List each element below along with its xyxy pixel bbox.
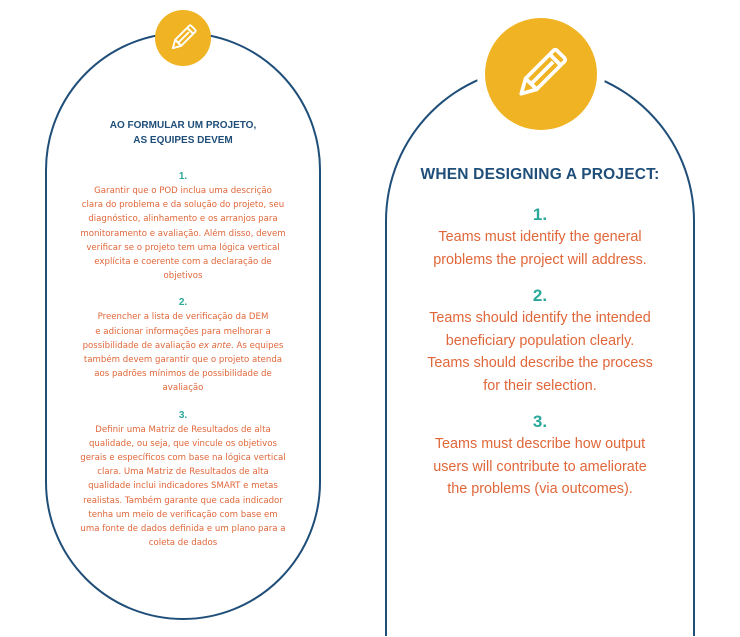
left-item-3-text: Definir uma Matriz de Resultados de alta qualidade, ou seja, que vincule os objetivos gerais e específicos com base na lógica vertical clara. Uma Matriz de Resultados de alta qualidade inclui indicadores SMART e metas realistas. Também garante que cada indicador tenha um meio de verificação com base em uma fonte de dados definida e um plano para a coleta de dados — [80, 424, 286, 549]
left-heading-line-2: AS EQUIPES DEVEM — [133, 135, 233, 146]
right-item-1-text: Teams must identify the general problems the project will address. — [433, 229, 647, 268]
left-item-2-text-italic: ex ante — [198, 340, 232, 351]
left-column — [60, 118, 306, 550]
left-item-1-text: Garantir que o POD inclua uma descrição clara do problema e da solução do projeto, seu diagnóstico, alinhamento e os arranjos para monitoramento e avaliação. Além disso, devem verificar se o projeto tem uma lógica vertical explícita e coerente com a declaração de objetivos — [80, 186, 286, 282]
left-heading — [60, 118, 306, 148]
pencil-icon — [166, 21, 200, 55]
left-item-1-number: 1. — [178, 171, 188, 182]
right-heading: WHEN DESIGNING A PROJECT: — [420, 166, 660, 183]
right-column — [400, 166, 680, 501]
right-item-2-text: Teams should identify the intended beneficiary population clearly. Teams should describe the process for their selection. — [427, 310, 653, 394]
left-item-2-text-b: . As equipes também devem garantir que o projeto atenda aos padrões mínimos de possibilidade de avaliação — [83, 340, 284, 394]
right-item-1-number: 1. — [532, 205, 548, 224]
right-item-3-text: Teams must describe how output users will contribute to ameliorate the problems (via outcomes). — [433, 436, 647, 497]
left-heading-line-1: AO FORMULAR UM PROJETO, — [109, 120, 257, 131]
left-item-2-text-a: Preencher a lista de verificação da DEM e adicionar informações para melhorar a possibilidade de avaliação — [82, 312, 271, 351]
right-item-2-number: 2. — [532, 286, 548, 305]
right-item-3-number: 3. — [532, 412, 548, 431]
left-pencil-badge — [155, 10, 211, 66]
right-pencil-badge — [485, 18, 597, 130]
left-item-2-number: 2. — [178, 297, 188, 309]
left-item-3-number: 3. — [178, 409, 188, 421]
pencil-icon — [510, 43, 572, 105]
left-item-2-text — [60, 310, 306, 395]
